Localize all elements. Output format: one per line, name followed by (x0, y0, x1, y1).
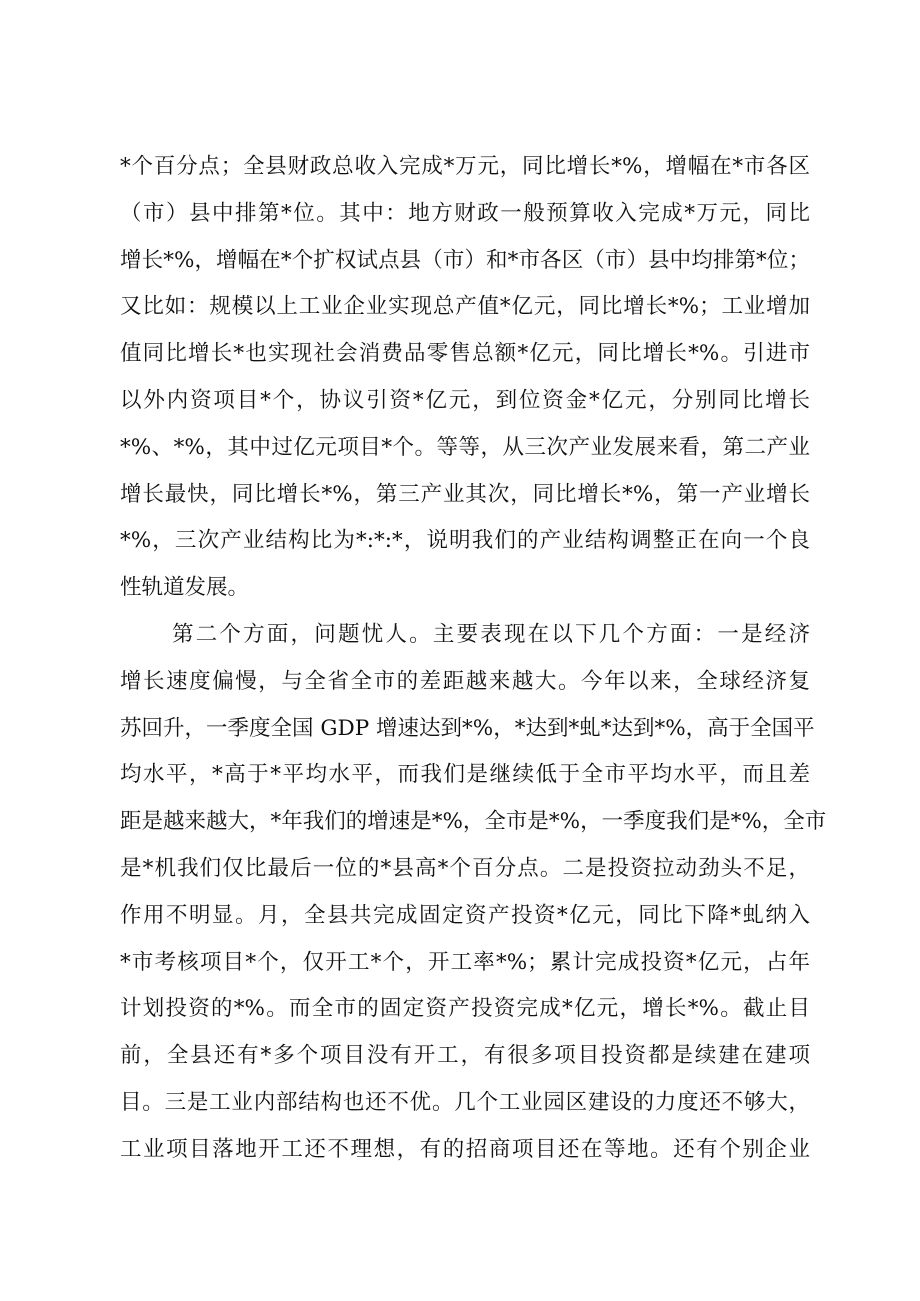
text-line: 目。三是工业内部结构也还不优。几个工业园区建设的力度还不够大， (120, 1089, 810, 1115)
text-line: 距是越来越大，*年我们的增速是*%，全市是*%，一季度我们是*%，全市 (120, 809, 827, 835)
text-line: 增长速度偏慢，与全省全市的差距越来越大。今年以来，全球经济复 (120, 668, 810, 694)
paragraph-2 (120, 612, 827, 1174)
text-line: 作用不明显。月，全县共完成固定资产投资*亿元，同比下降*虬纳入 (120, 902, 810, 928)
text-line: 又比如：规模以上工业企业实现总产值*亿元，同比增长*%；工业增加 (120, 294, 810, 320)
text-line: 苏回升，一季度全国 GDP 增速达到*%，*达到*虬*达到*%，高于全国平 (120, 715, 815, 741)
text-line: 均水平，*高于*平均水平，而我们是继续低于全市平均水平，而且差 (120, 762, 810, 788)
text-line: 工业项目落地开工还不理想，有的招商项目还在等地。还有个别企业 (120, 1136, 810, 1162)
text-line: （市）县中排第*位。其中：地方财政一般预算收入完成*万元，同比 (120, 200, 810, 226)
text-line: 增长*%，增幅在*个扩权试点县（市）和*市各区（市）县中均排第*位； (120, 247, 810, 273)
text-line: *%、*%，其中过亿元项目*个。等等，从三次产业发展来看，第二产业 (120, 434, 810, 460)
text-line: 性轨道发展。 (120, 575, 250, 601)
text-line: *个百分点；全县财政总收入完成*万元，同比增长*%，增幅在*市各区 (120, 154, 810, 179)
text-line: 以外内资项目*个，协议引资*亿元，到位资金*亿元，分别同比增长 (120, 387, 810, 413)
text-line: 是*机我们仅比最后一位的*县高*个百分点。二是投资拉动劲头不足， (120, 855, 810, 881)
paragraph-1 (120, 144, 810, 612)
text-line: 增长最快，同比增长*%，第三产业其次，同比增长*%，第一产业增长 (120, 481, 810, 507)
text-line: *市考核项目*个，仅开工*个，开工率*%；累计完成投资*亿元，占年 (120, 949, 810, 975)
text-line: *%，三次产业结构比为*:*:*，说明我们的产业结构调整正在向一个良 (120, 528, 810, 554)
text-line: 计划投资的*%。而全市的固定资产投资完成*亿元，增长*%。截止目 (120, 996, 810, 1022)
text-line: 第二个方面，问题忧人。主要表现在以下几个方面：一是经济 (172, 621, 810, 647)
body-text (120, 144, 827, 1174)
text-line: 前，全县还有*多个项目没有开工，有很多项目投资都是续建在建项 (120, 1043, 810, 1069)
text-line: 值同比增长*也实现社会消费品零售总额*亿元，同比增长*%。引进市 (120, 341, 810, 367)
